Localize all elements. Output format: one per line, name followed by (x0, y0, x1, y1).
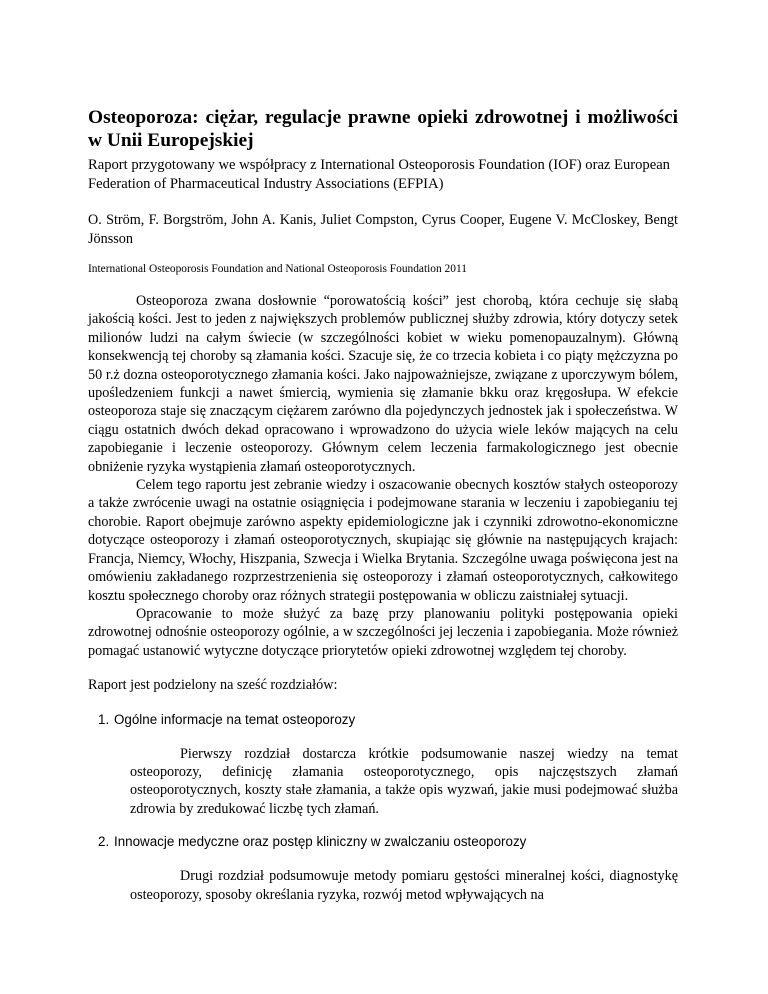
source-line: International Osteoporosis Foundation and National Osteoporosis Foundation 2011 (88, 263, 467, 275)
paragraph: Osteoporoza zwana dosłownie “porowatością kości” jest chorobą, która cechuje się słabą jakością kości. Jest to jeden z największych problemów publicznej służby zdrowia, który dotyczy setek milionów ludzi na całym świecie (w szczególności kobiet w wieku pomenopauzalnym). Główną konsekwencją tej choroby są złamania kości. Szacuje się, że co trzecia kobieta i co piąty mężczyzna po 50 r.ż dozna osteoporotycznego złamania kości. Jako najpoważniejsze, związane z uporczywym bólem, upośledzeniem funkcji a nawet śmiercią, wymienia się złamanie bkku oraz kręgosłupa. W efekcie osteoporoza staje się znaczącym ciężarem zarówno dla pojedynczych jednostek jak i społeczeństwa. W ciągu ostatnich dwóch dekad opracowano i wprowadzono do użycia wiele leków mających na celu zapobieganie i leczenie osteoporozy. Głównym celem leczenia farmakologicznego jest obecnie obniżenie ryzyka wystąpienia złamań osteoporotycznych. (88, 293, 678, 475)
chapter-item (88, 711, 678, 819)
chapter-item (88, 833, 678, 904)
chapter-heading (98, 833, 678, 851)
chapter-number: 2. (98, 834, 110, 850)
chapter-number: 1. (98, 711, 110, 727)
author-list: O. Ström, F. Borgström, John A. Kanis, Juliet Compston, Cyrus Cooper, Eugene V. McCloskey, Bengt Jönsson (88, 212, 678, 247)
document-subtitle: Raport przygotowany we współpracy z International Osteoporosis Foundation (IOF) oraz European Federation of Pharmaceutical Industry Associations (EFPIA) (88, 157, 670, 192)
body-text (88, 292, 678, 660)
paragraph: Celem tego raportu jest zebranie wiedzy i oszacowanie obecnych kosztów stałych osteoporozy a także zwrócenie uwagi na ostatnie osiągnięcia i podejmowane starania w leczeniu i zapobieganiu tej chorobie. Raport obejmuje zarówno aspekty epidemiologiczne jak i czynniki zdrowotno-ekonomiczne dotyczące osteoporozy i złamań osteoporotycznych, skupiając się głównie na następujących krajach: Francja, Niemcy, Włochy, Hiszpania, Szwecja i Wielka Brytania. Szczególne uwaga poświęcona jest na omówieniu zakładanego rozprzestrzenienia się osteoporozy i złamań osteoporotycznych, całkowitego kosztu społecznego choroby oraz różnych strategii postępowania w obliczu zaistniałej sytuacji. (88, 477, 678, 604)
document-title: Osteoporoza: ciężar, regulacje prawne opieki zdrowotnej i możliwości w Unii Europejskiej (88, 107, 678, 151)
chapter-description: Drugi rozdział podsumowuje metody pomiaru gęstości mineralnej kości, diagnostykę osteoporozy, sposoby określania ryzyka, rozwój metod wpływających na (130, 868, 678, 903)
paragraph: Opracowanie to może służyć za bazę przy planowaniu polityki postępowania opieki zdrowotnej odnośnie osteoporozy ogólnie, a w szczególności jej leczenia i zapobiegania. Może również pomagać ustanowić wytyczne dotyczące priorytetów opieki zdrowotnej względem tej choroby. (88, 605, 678, 659)
chapter-list (88, 711, 678, 904)
chapter-heading-text: Innowacje medyczne oraz postęp kliniczny w zwalczaniu osteoporozy (114, 834, 527, 850)
chapter-list-intro: Raport jest podzielony na sześć rozdziałów: (88, 677, 338, 694)
document-page (88, 106, 678, 919)
chapter-heading (98, 711, 678, 729)
chapter-description: Pierwszy rozdział dostarcza krótkie podsumowanie naszej wiedzy na temat osteoporozy, definicję złamania osteoporotycznego, opis najczęstszych złamań osteoporotycznych, koszty stałe złamania, a także opis wyzwań, jakie musi podejmować służba zdrowia by zredukować liczbę tych złamań. (130, 745, 678, 817)
chapter-heading-text: Ogólne informacje na temat osteoporozy (114, 711, 356, 727)
